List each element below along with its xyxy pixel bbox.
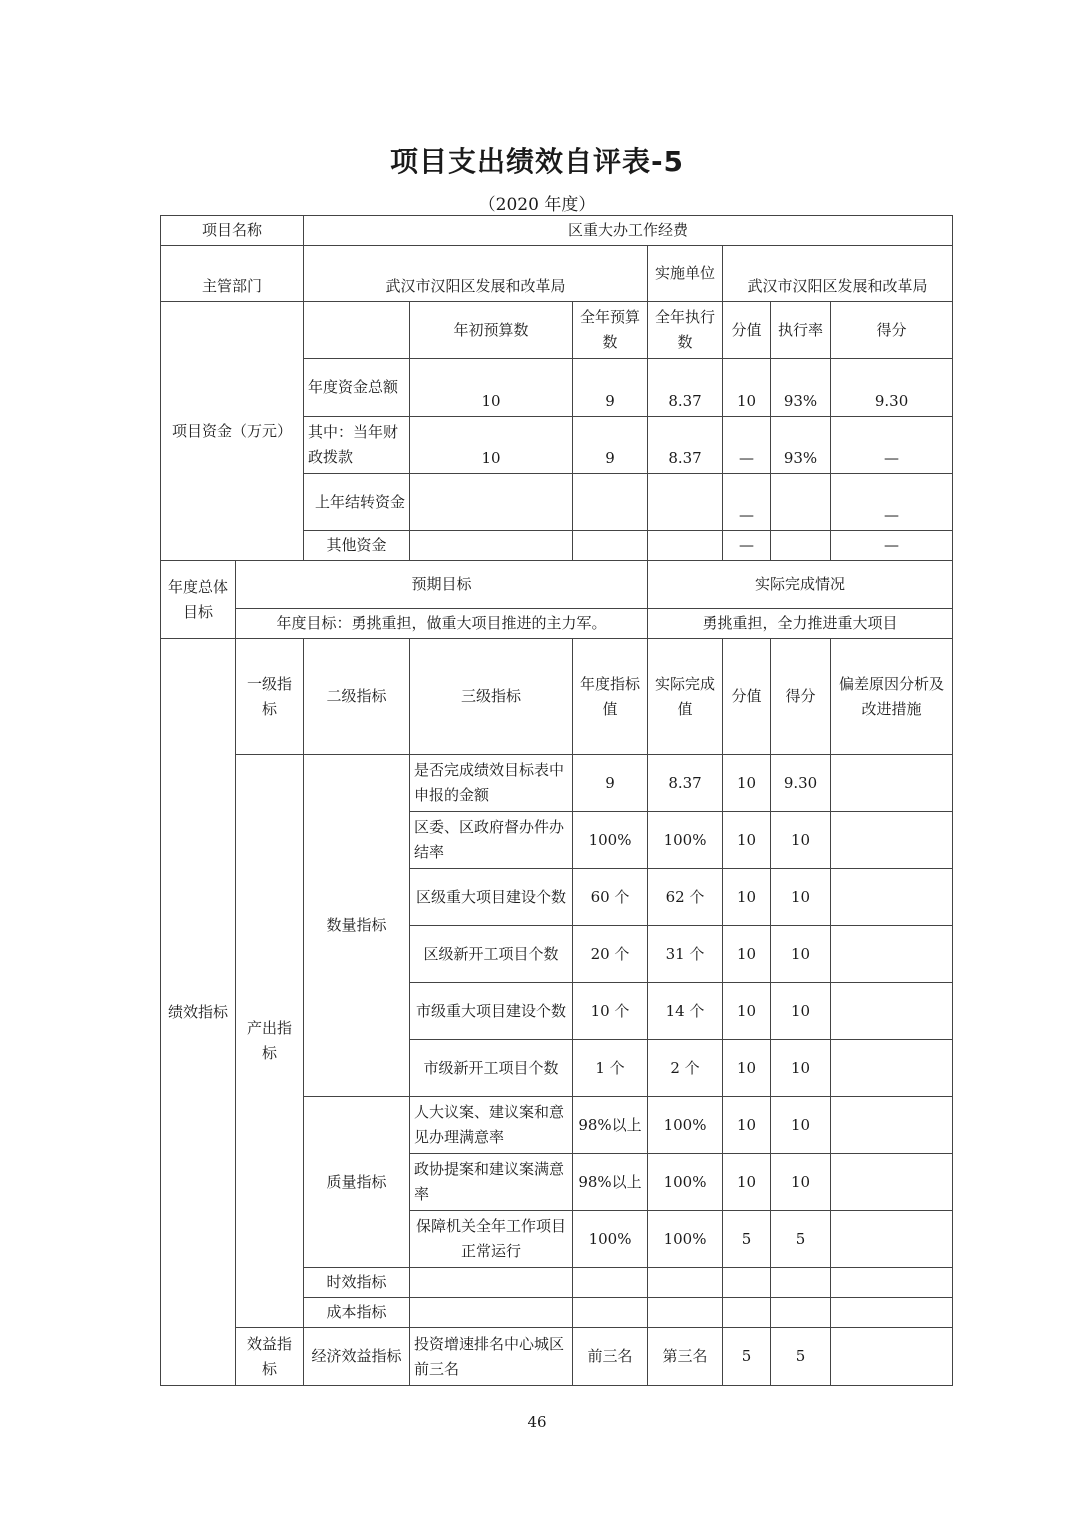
funds-cell: — [831, 474, 953, 531]
funds-cell [771, 474, 831, 531]
indicator-target: 9 [573, 755, 648, 812]
indicator-note [831, 1211, 953, 1268]
funds-cell: 10 [410, 359, 573, 417]
perf-header-score: 得分 [771, 639, 831, 755]
indicator-note [831, 1097, 953, 1154]
indicator-target: 1 个 [573, 1040, 648, 1097]
indicator-name: 是否完成绩效目标表中申报的金额 [410, 755, 573, 812]
indicator-note [831, 926, 953, 983]
funds-cell [410, 474, 573, 531]
perf-label: 绩效指标 [161, 639, 236, 1386]
funds-header-blank [304, 302, 410, 359]
indicator-note [831, 1154, 953, 1211]
annual-goal-label: 年度总体目标 [161, 561, 236, 639]
indicator-score: 10 [771, 926, 831, 983]
empty-cell [723, 1268, 771, 1298]
dept-label: 主管部门 [161, 246, 304, 302]
indicator-actual: 14 个 [648, 983, 723, 1040]
indicator-note [831, 812, 953, 869]
funds-cell: — [723, 531, 771, 561]
expected-goal-text: 年度目标：勇挑重担，做重大项目推进的主力军。 [236, 609, 648, 639]
funds-cell [648, 531, 723, 561]
funds-cell: 9.30 [831, 359, 953, 417]
empty-cell [771, 1298, 831, 1328]
document-title: 项目支出绩效自评表-5 [389, 145, 685, 178]
funds-header-initial: 年初预算数 [410, 302, 573, 359]
indicator-value: 10 [723, 1154, 771, 1211]
indicator-target: 100% [573, 812, 648, 869]
funds-cell: 10 [410, 417, 573, 474]
funds-row-label: 年度资金总额 [304, 359, 410, 417]
benefit-indicator-label: 效益指标 [236, 1328, 304, 1386]
funds-cell [771, 531, 831, 561]
timeliness-indicator-label: 时效指标 [304, 1268, 410, 1298]
economic-benefit-label: 经济效益指标 [304, 1328, 410, 1386]
funds-row-label: 上年结转资金 [304, 474, 410, 531]
project-name-label: 项目名称 [161, 216, 304, 246]
indicator-score: 10 [771, 812, 831, 869]
empty-cell [648, 1268, 723, 1298]
empty-cell [648, 1298, 723, 1328]
indicator-name: 区级重大项目建设个数 [410, 869, 573, 926]
funds-cell: 93% [771, 417, 831, 474]
funds-cell [410, 531, 573, 561]
funds-cell: 8.37 [648, 359, 723, 417]
funds-header-score: 得分 [831, 302, 953, 359]
indicator-value: 10 [723, 755, 771, 812]
indicator-target: 98%以上 [573, 1154, 648, 1211]
indicator-note [831, 869, 953, 926]
indicator-actual: 8.37 [648, 755, 723, 812]
indicator-score: 5 [771, 1328, 831, 1386]
empty-cell [831, 1268, 953, 1298]
actual-completion-text: 勇挑重担，全力推进重大项目 [648, 609, 953, 639]
indicator-actual: 100% [648, 1154, 723, 1211]
indicator-target: 20 个 [573, 926, 648, 983]
indicator-actual: 62 个 [648, 869, 723, 926]
empty-cell [573, 1268, 648, 1298]
quality-indicator-label: 质量指标 [304, 1097, 410, 1268]
indicator-note [831, 1040, 953, 1097]
empty-cell [831, 1298, 953, 1328]
indicator-score: 10 [771, 1040, 831, 1097]
perf-header-note: 偏差原因分析及改进措施 [831, 639, 953, 755]
impl-unit-label: 实施单位 [648, 246, 723, 302]
funds-cell: 9 [573, 417, 648, 474]
indicator-value: 10 [723, 869, 771, 926]
actual-completion-label: 实际完成情况 [648, 561, 953, 609]
indicator-name: 区级新开工项目个数 [410, 926, 573, 983]
indicator-score: 10 [771, 1154, 831, 1211]
funds-label: 项目资金（万元） [161, 302, 304, 561]
funds-cell: — [723, 417, 771, 474]
indicator-target: 10 个 [573, 983, 648, 1040]
indicator-score: 10 [771, 869, 831, 926]
funds-cell [648, 474, 723, 531]
indicator-value: 10 [723, 926, 771, 983]
indicator-name: 人大议案、建议案和意见办理满意率 [410, 1097, 573, 1154]
indicator-target: 60 个 [573, 869, 648, 926]
funds-cell [573, 531, 648, 561]
indicator-name: 政协提案和建议案满意率 [410, 1154, 573, 1211]
indicator-name: 区委、区政府督办件办结率 [410, 812, 573, 869]
funds-header-score-value: 分值 [723, 302, 771, 359]
indicator-actual: 2 个 [648, 1040, 723, 1097]
perf-header-value: 分值 [723, 639, 771, 755]
empty-cell [771, 1268, 831, 1298]
perf-header-level2: 二级指标 [304, 639, 410, 755]
perf-header-level1: 一级指标 [236, 639, 304, 755]
empty-cell [410, 1298, 573, 1328]
funds-cell: 93% [771, 359, 831, 417]
perf-header-actual: 实际完成值 [648, 639, 723, 755]
output-indicator-label: 产出指标 [236, 755, 304, 1328]
empty-cell [723, 1298, 771, 1328]
self-evaluation-table [160, 215, 953, 1386]
indicator-note [831, 1328, 953, 1386]
empty-cell [410, 1268, 573, 1298]
expected-goal-label: 预期目标 [236, 561, 648, 609]
funds-cell: — [831, 531, 953, 561]
funds-cell: 9 [573, 359, 648, 417]
indicator-value: 10 [723, 812, 771, 869]
page-number: 46 [527, 1413, 547, 1431]
funds-cell [573, 474, 648, 531]
indicator-value: 10 [723, 983, 771, 1040]
indicator-actual: 100% [648, 1097, 723, 1154]
indicator-actual: 100% [648, 1211, 723, 1268]
cost-indicator-label: 成本指标 [304, 1298, 410, 1328]
funds-header-executed: 全年执行数 [648, 302, 723, 359]
indicator-score: 5 [771, 1211, 831, 1268]
indicator-name: 市级新开工项目个数 [410, 1040, 573, 1097]
funds-row-label: 其他资金 [304, 531, 410, 561]
indicator-value: 5 [723, 1328, 771, 1386]
impl-unit-value: 武汉市汉阳区发展和改革局 [723, 246, 953, 302]
quantity-indicator-label: 数量指标 [304, 755, 410, 1097]
funds-cell: 8.37 [648, 417, 723, 474]
indicator-name: 市级重大项目建设个数 [410, 983, 573, 1040]
indicator-name: 保障机关全年工作项目正常运行 [410, 1211, 573, 1268]
indicator-actual: 31 个 [648, 926, 723, 983]
indicator-note [831, 983, 953, 1040]
indicator-score: 9.30 [771, 755, 831, 812]
perf-header-target: 年度指标值 [573, 639, 648, 755]
funds-row-label: 其中：当年财政拨款 [304, 417, 410, 474]
empty-cell [573, 1298, 648, 1328]
funds-cell: 10 [723, 359, 771, 417]
indicator-target: 100% [573, 1211, 648, 1268]
indicator-actual: 第三名 [648, 1328, 723, 1386]
indicator-target: 前三名 [573, 1328, 648, 1386]
document-subtitle: （2020 年度） [478, 195, 596, 215]
indicator-score: 10 [771, 1097, 831, 1154]
dept-value: 武汉市汉阳区发展和改革局 [304, 246, 648, 302]
perf-header-level3: 三级指标 [410, 639, 573, 755]
indicator-value: 10 [723, 1097, 771, 1154]
funds-header-annual: 全年预算数 [573, 302, 648, 359]
funds-cell: — [831, 417, 953, 474]
indicator-target: 98%以上 [573, 1097, 648, 1154]
indicator-score: 10 [771, 983, 831, 1040]
indicator-note [831, 755, 953, 812]
indicator-actual: 100% [648, 812, 723, 869]
project-name-value: 区重大办工作经费 [304, 216, 953, 246]
indicator-name: 投资增速排名中心城区前三名 [410, 1328, 573, 1386]
funds-header-rate: 执行率 [771, 302, 831, 359]
indicator-value: 5 [723, 1211, 771, 1268]
indicator-value: 10 [723, 1040, 771, 1097]
funds-cell: — [723, 474, 771, 531]
